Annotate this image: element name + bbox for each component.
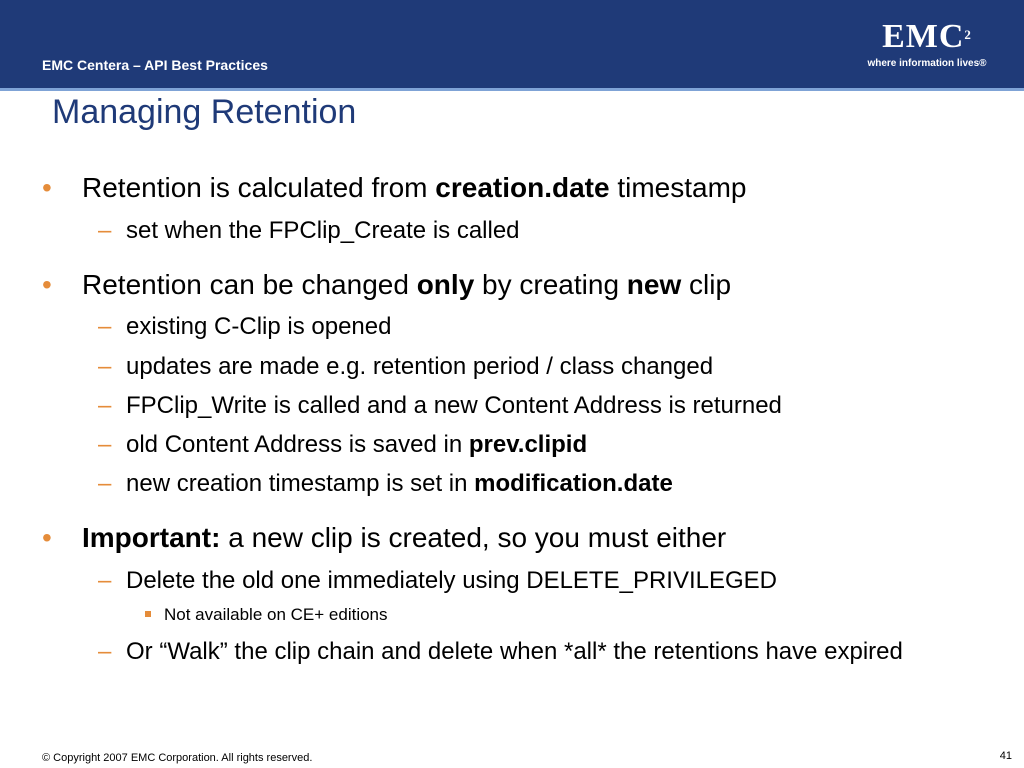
- subbullet-prev-clipid: [98, 430, 588, 460]
- emc-logo: [862, 20, 992, 72]
- bullet-marker: •: [42, 172, 52, 203]
- logo-text: EMC: [882, 18, 965, 55]
- bullet-text: clip: [681, 269, 732, 300]
- header-title: EMC Centera – API Best Practices: [42, 57, 268, 73]
- slide-title: Managing Retention: [52, 93, 357, 131]
- subbullet-walk-chain: [98, 636, 956, 668]
- dash-marker: –: [98, 392, 112, 419]
- dash-marker: –: [98, 470, 112, 497]
- header-divider: [0, 88, 1024, 91]
- subbullet-fpclip-create: [98, 216, 520, 246]
- subsubbullet-ce-editions: [164, 604, 388, 626]
- bullet-text: a new clip is created, so you must either: [220, 522, 727, 553]
- subbullet-clip-opened: [98, 312, 392, 342]
- bullet-bold-text: only: [416, 269, 475, 300]
- subsubbullet-text: Not available on CE+ editions: [164, 605, 388, 624]
- logo-tagline: where information lives®: [867, 58, 987, 69]
- copyright-footer: © Copyright 2007 EMC Corporation. All rights reserved.: [42, 752, 313, 764]
- subbullet-text: new creation timestamp is set in: [126, 470, 475, 497]
- subbullet-text: Delete the old one immediately using DELETE_PRIVILEGED: [126, 567, 777, 594]
- page-number: 41: [999, 750, 1012, 762]
- subbullet-text: old Content Address is saved in: [126, 431, 469, 458]
- logo-superscript: 2: [964, 27, 972, 42]
- bullet-text: by creating: [474, 269, 627, 300]
- subbullet-updates-made: [98, 352, 714, 382]
- bullet-retention-changed: [42, 269, 732, 301]
- bullet-bold-text: creation.date: [435, 172, 610, 203]
- dash-marker: –: [98, 431, 112, 458]
- subbullet-text: FPClip_Write is called and a new Content Address is returned: [126, 392, 782, 419]
- dash-marker: –: [98, 567, 112, 594]
- bullet-text: timestamp: [609, 172, 747, 203]
- logo-mark: [862, 20, 992, 54]
- bullet-bold-text: new: [626, 269, 682, 300]
- subbullet-bold-text: modification.date: [474, 470, 673, 497]
- bullet-retention-calculated: [42, 172, 747, 204]
- dash-marker: –: [98, 353, 112, 380]
- bullet-important: [42, 522, 727, 554]
- dash-marker: –: [98, 313, 112, 340]
- subbullet-delete-privileged: [98, 566, 777, 596]
- subbullet-fpclip-write: [98, 391, 782, 421]
- subbullet-text: Or “Walk” the clip chain and delete when *all* the retentions have expired: [126, 638, 903, 665]
- subbullet-modification-date: [98, 469, 673, 499]
- bullet-marker: •: [42, 522, 52, 553]
- subbullet-text: existing C-Clip is opened: [126, 313, 392, 340]
- square-bullet-icon: [145, 611, 151, 617]
- bullet-text: Retention can be changed: [82, 269, 417, 300]
- bullet-bold-text: Important:: [82, 522, 221, 553]
- dash-marker: –: [98, 217, 112, 244]
- dash-marker: –: [98, 638, 112, 665]
- subbullet-text: updates are made e.g. retention period / class changed: [126, 353, 714, 380]
- bullet-text: Retention is calculated from: [82, 172, 436, 203]
- subbullet-bold-text: prev.clipid: [468, 431, 588, 458]
- bullet-marker: •: [42, 269, 52, 300]
- subbullet-text: set when the FPClip_Create is called: [126, 217, 520, 244]
